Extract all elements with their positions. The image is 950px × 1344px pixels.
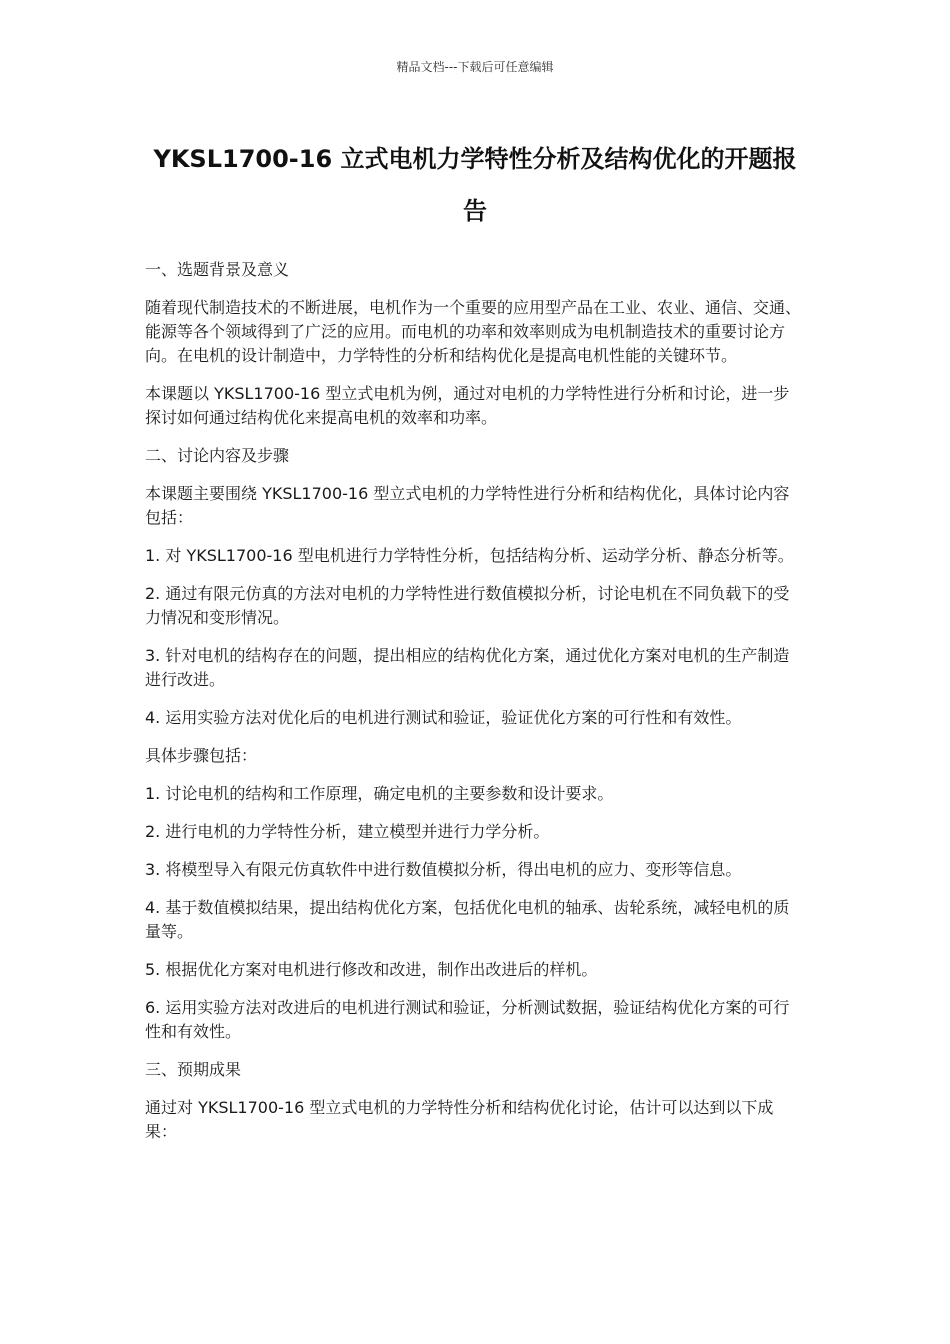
list-item: 5. 根据优化方案对电机进行修改和改进，制作出改进后的样机。 <box>145 960 598 979</box>
header-note: 精品文档---下载后可任意编辑 <box>396 60 554 74</box>
list-item: 2. 通过有限元仿真的方法对电机的力学特性进行数值模拟分析，讨论电机在不同负载下的受力情况和变形情况。 <box>145 584 790 627</box>
section-heading-content-steps: 二、讨论内容及步骤 <box>145 446 290 465</box>
list-item: 1. 对 YKSL1700-16 型电机进行力学特性分析，包括结构分析、运动学分析、静态分析等。 <box>145 546 794 565</box>
list-item: 3. 将模型导入有限元仿真软件中进行数值模拟分析，得出电机的应力、变形等信息。 <box>145 860 742 879</box>
list-item: 2. 进行电机的力学特性分析，建立模型并进行力学分析。 <box>145 822 550 841</box>
section-heading-expected-results: 三、预期成果 <box>145 1060 242 1079</box>
paragraph: 具体步骤包括： <box>145 746 258 765</box>
list-item: 3. 针对电机的结构存在的问题，提出相应的结构优化方案，通过优化方案对电机的生产制造进行改进。 <box>145 646 790 689</box>
document-title: YKSL1700-16 立式电机力学特性分析及结构优化的开题报告 <box>153 145 797 225</box>
list-item: 1. 讨论电机的结构和工作原理，确定电机的主要参数和设计要求。 <box>145 784 614 803</box>
list-item: 6. 运用实验方法对改进后的电机进行测试和验证，分析测试数据，验证结构优化方案的可行性和有效性。 <box>145 998 790 1041</box>
list-item: 4. 基于数值模拟结果，提出结构优化方案，包括优化电机的轴承、齿轮系统，减轻电机的质量等。 <box>145 898 790 941</box>
paragraph: 本课题以 YKSL1700-16 型立式电机为例，通过对电机的力学特性进行分析和讨论，进一步探讨如何通过结构优化来提高电机的效率和功率。 <box>145 384 790 427</box>
section-heading-background: 一、选题背景及意义 <box>145 260 290 279</box>
list-item: 4. 运用实验方法对优化后的电机进行测试和验证，验证优化方案的可行性和有效性。 <box>145 708 742 727</box>
paragraph: 本课题主要围绕 YKSL1700-16 型立式电机的力学特性进行分析和结构优化，具体讨论内容包括： <box>145 484 790 527</box>
paragraph: 通过对 YKSL1700-16 型立式电机的力学特性分析和结构优化讨论，估计可以达到以下成果： <box>145 1098 774 1141</box>
document-body <box>145 258 805 1158</box>
paragraph: 随着现代制造技术的不断进展，电机作为一个重要的应用型产品在工业、农业、通信、交通、能源等各个领域得到了广泛的应用。而电机的功率和效率则成为电机制造技术的重要讨论方向。在电机的设计制造中，力学特性的分析和结构优化是提高电机性能的关键环节。 <box>145 298 802 365</box>
